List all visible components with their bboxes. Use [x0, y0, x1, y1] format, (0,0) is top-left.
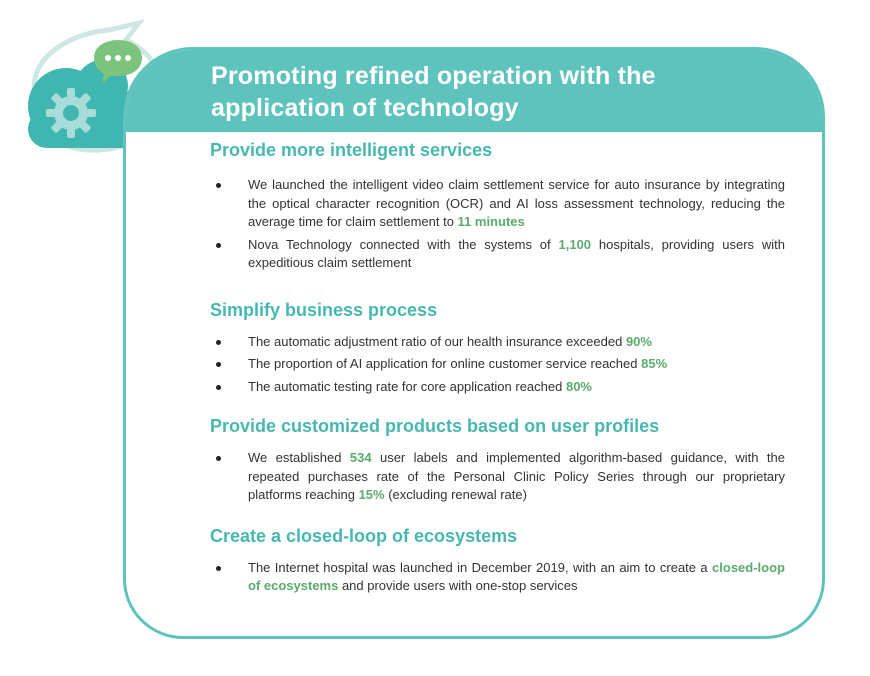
- list-item: [210, 236, 785, 273]
- bullet-text: We launched the intelligent video claim settlement service for auto insurance by integrating the optical character recognition (OCR) and AI loss assessment technology, reducing the average time for claim settlement to: [248, 177, 785, 229]
- title-line-2: application of technology: [211, 94, 519, 122]
- bullet-text: user labels and implemented algorithm-based guidance, with the repeated purchases rate of the Personal Clinic Policy Series through our proprietary platforms reaching: [248, 450, 785, 502]
- card-header: [126, 50, 822, 132]
- section-intelligent-services: [210, 138, 785, 273]
- section-heading: Simplify business process: [210, 299, 438, 320]
- highlight-value: 15%: [358, 487, 385, 502]
- sections-container: [210, 138, 785, 596]
- list-item: [210, 378, 785, 397]
- section-heading: Create a closed-loop of ecosystems: [210, 525, 518, 546]
- highlight-value: 534: [349, 450, 372, 465]
- bullet-text: (excluding renewal rate): [384, 487, 527, 502]
- section-heading: Provide more intelligent services: [210, 140, 493, 160]
- title-line-1: Promoting refined operation with the: [211, 62, 656, 90]
- bullet-list: [210, 449, 785, 505]
- bullet-text: The automatic adjustment ratio of our health insurance exceeded: [248, 333, 626, 349]
- section-customized-products: [210, 414, 785, 505]
- list-item: [210, 355, 785, 374]
- highlight-value: closed-loop of ecosystems: [248, 559, 785, 593]
- list-item: [210, 449, 785, 505]
- bullet-text: and provide users with one-stop services: [338, 578, 578, 593]
- bullet-text: The automatic testing rate for core application reached: [248, 378, 566, 394]
- bullet-list: [210, 176, 785, 273]
- list-item: [210, 176, 785, 232]
- bullet-text: Nova Technology connected with the systems of: [248, 236, 559, 252]
- bullet-list: [210, 559, 785, 596]
- list-item: [210, 333, 785, 352]
- bullet-text: hospitals, providing users with expeditious claim settlement: [248, 236, 786, 270]
- section-closed-loop: [210, 524, 785, 596]
- section-simplify-process: [210, 298, 785, 397]
- list-item: [210, 559, 785, 596]
- page-title: [211, 60, 771, 124]
- highlight-value: 80%: [565, 378, 592, 394]
- highlight-value: 90%: [625, 333, 652, 349]
- bullet-text: We established: [248, 450, 350, 465]
- highlight-value: 85%: [641, 356, 668, 371]
- bullet-list: [210, 333, 785, 397]
- section-heading: Provide customized products based on user profiles: [210, 416, 660, 436]
- highlight-value: 1,100: [558, 236, 592, 252]
- bullet-text: The proportion of AI application for online customer service reached: [248, 356, 642, 371]
- bullet-text: The Internet hospital was launched in December 2019, with an aim to create a: [248, 559, 713, 575]
- highlight-value: 11 minutes: [457, 214, 525, 229]
